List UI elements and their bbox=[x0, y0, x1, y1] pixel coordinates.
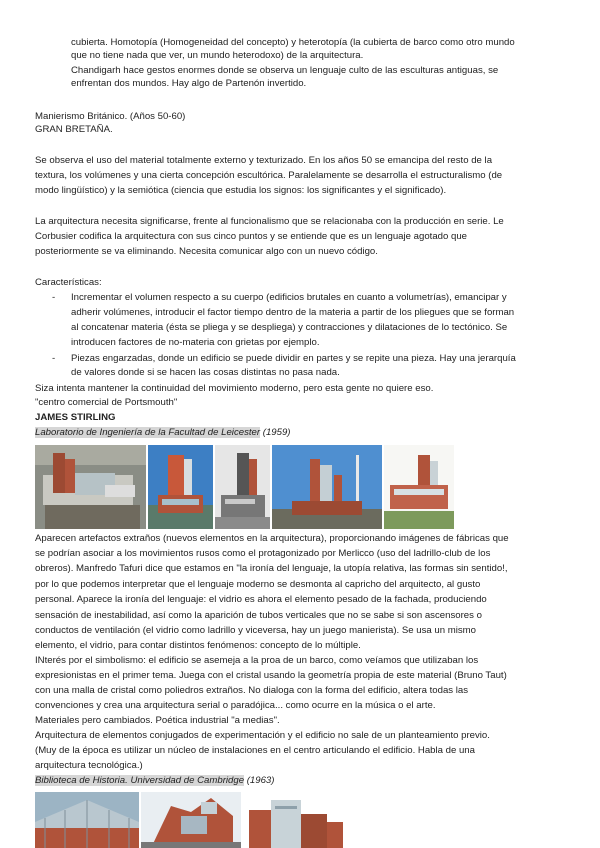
para2-line-1: La arquitectura necesita significarse, frente al funcionalismo que se relacionaba con la producción en serie. Le bbox=[35, 216, 504, 227]
photo-leicester-tower-sky bbox=[148, 445, 213, 529]
photo-cambridge-exterior bbox=[141, 792, 241, 848]
para3-line-15: (Muy de la época es utilizar un núcleo de instalaciones en el centro articulando el edificio. Habla de una bbox=[35, 745, 475, 756]
para1-line-3: modo lingüístico) y la semiótica (ciencia que estudia los signos: los significantes y el significado). bbox=[35, 185, 447, 196]
para2-line-2: Corbusier codifica la arquitectura con sus cinco puntos y se entiende que es un lenguaje agotado que bbox=[35, 231, 468, 242]
caption-leicester bbox=[35, 427, 575, 440]
para3-line-3: obreros). Manfredo Tafuri dice que estamos en "la ironía del lenguaje, la utopía relativa, las formas sin sentido!, bbox=[35, 563, 508, 574]
caption-leicester-title: Laboratorio de Ingeniería de la Facultad de Leicester bbox=[35, 427, 261, 438]
intro-line-3: Chandigarh hace gestos enormes donde se observa un lenguaje culto de las esculturas antiguas, se bbox=[71, 65, 499, 76]
characteristics-heading: Características: bbox=[35, 277, 102, 288]
bullet1-line-3: al concatenar materia (ésta se pliega y se despliega) y contracciones y dilataciones de lo tectónico. Se bbox=[71, 322, 508, 333]
section-title: Manierismo Británico. (Años 50-60) bbox=[35, 111, 186, 122]
caption-leicester-year: (1959) bbox=[260, 427, 291, 438]
caption-cambridge bbox=[35, 775, 575, 788]
para3-line-14: Arquitectura de elementos conjugados de experimentación y el edificio no sale de un planteamiento previo. bbox=[35, 730, 490, 741]
photo-cambridge-side bbox=[243, 792, 343, 848]
section-country: GRAN BRETAÑA. bbox=[35, 124, 113, 135]
para3-line-12: convenciones y crea una arquitectura serial o paradójica... como ocurre en la música o el arte. bbox=[35, 700, 436, 711]
para3-line-9: INterés por el simbolismo: el edificio se asemeja a la proa de un barco, como veíamos que utilizaban los bbox=[35, 655, 479, 666]
caption-cambridge-title: Biblioteca de Historia. Universidad de Cambridge bbox=[35, 775, 245, 786]
photo-leicester-drawing bbox=[384, 445, 454, 529]
bullet1-line-4: introducen factores de no-materia con grietas por ejemplo. bbox=[71, 337, 320, 348]
para3-line-16: arquitectura tecnológica.) bbox=[35, 760, 143, 771]
para3-line-7: conductos de ventilación (el vidrio como ladrillo y viceversa, hay un juego manierista). Se usa un mismo bbox=[35, 625, 476, 636]
para3-line-5: personal. Aparece la ironía del lenguaje: el vidrio es ahora el elemento pesado de la fachada, produciendo bbox=[35, 594, 487, 605]
bullet2-line-2: de valores donde si se hacen las cosas distintas no pasa nada. bbox=[71, 367, 340, 378]
architect-name: JAMES STIRLING bbox=[35, 412, 116, 423]
para3-line-6: sensación de inestabilidad, así como la aparición de tubos verticales que no se sabe si son ascensores o bbox=[35, 610, 482, 621]
photo-cambridge-glass-roof bbox=[35, 792, 139, 848]
para3-line-10: expresionistas en el primer tema. Juega con el cristal usando la geometría propia de este material (Bruno Taut) bbox=[35, 670, 507, 681]
bullet-marker: - bbox=[52, 353, 56, 364]
photo-leicester-bw bbox=[215, 445, 270, 529]
intro-line-4: enfrentan dos mundos. Hay algo de Partenón invertido. bbox=[71, 78, 307, 89]
bullet1-line-2: adherir volúmenes, introducir el factor tiempo dentro de la materia a partir de los pliegues que se forman bbox=[71, 307, 515, 318]
intro-line-2: que no tiene nada que ver, un mundo heterodoxo) de la arquitectura. bbox=[71, 50, 364, 61]
para3-line-11: con una malla de cristal como poliedros extraños. No dialoga con la forma del edificio, altera todas las bbox=[35, 685, 469, 696]
para3-line-2: se podrían asociar a los movimientos rusos como el protagonizado por Merlicco (uso del ladrillo-club de los bbox=[35, 548, 491, 559]
bullet-marker: - bbox=[52, 292, 56, 303]
para3-line-1: Aparecen artefactos extraños (nuevos elementos en la arquitectura), proporcionando imágenes de fábricas que bbox=[35, 533, 509, 544]
intro-line-1: cubierta. Homotopía (Homogeneidad del concepto) y heterotopía (la cubierta de barco como otro mundo bbox=[71, 37, 515, 48]
siza-line-2: "centro comercial de Portsmouth" bbox=[35, 397, 178, 408]
para3-line-4: por lo que podemos interpretar que el lenguaje moderno se desmonta al capricho del arquitecto, al gusto bbox=[35, 579, 481, 590]
siza-line-1: Siza intenta mantener la continuidad del movimiento moderno, pero esta gente no quiere eso. bbox=[35, 383, 434, 394]
photo-leicester-towers bbox=[272, 445, 382, 529]
para3-line-8: elemento, el vidrio, para contar distintos fenómenos: concepto de lo múltiple. bbox=[35, 640, 361, 651]
para2-line-3: posteriormente se va eliminando. Necesita comunicar algo con un nuevo código. bbox=[35, 246, 378, 257]
bullet2-line-1: Piezas engarzadas, donde un edificio se puede dividir en partes y se repite una pieza. Hay una jerarquía bbox=[71, 353, 516, 364]
bullet1-line-1: Incrementar el volumen respecto a su cuerpo (edificios brutales en cuanto a volumetrías), emancipar y bbox=[71, 292, 507, 303]
para1-line-2: textura, los volúmenes y una cierta concepción escultórica. Paralelamente se desarrolla el estructuralismo (de bbox=[35, 170, 503, 181]
para3-line-13: Materiales pero cambiados. Poética industrial "a medias". bbox=[35, 715, 280, 726]
para1-line-1: Se observa el uso del material totalmente externo y texturizado. En los años 50 se emancipa del resto de la bbox=[35, 155, 493, 166]
photo-leicester-aerial bbox=[35, 445, 146, 529]
caption-cambridge-year: (1963) bbox=[244, 775, 275, 786]
